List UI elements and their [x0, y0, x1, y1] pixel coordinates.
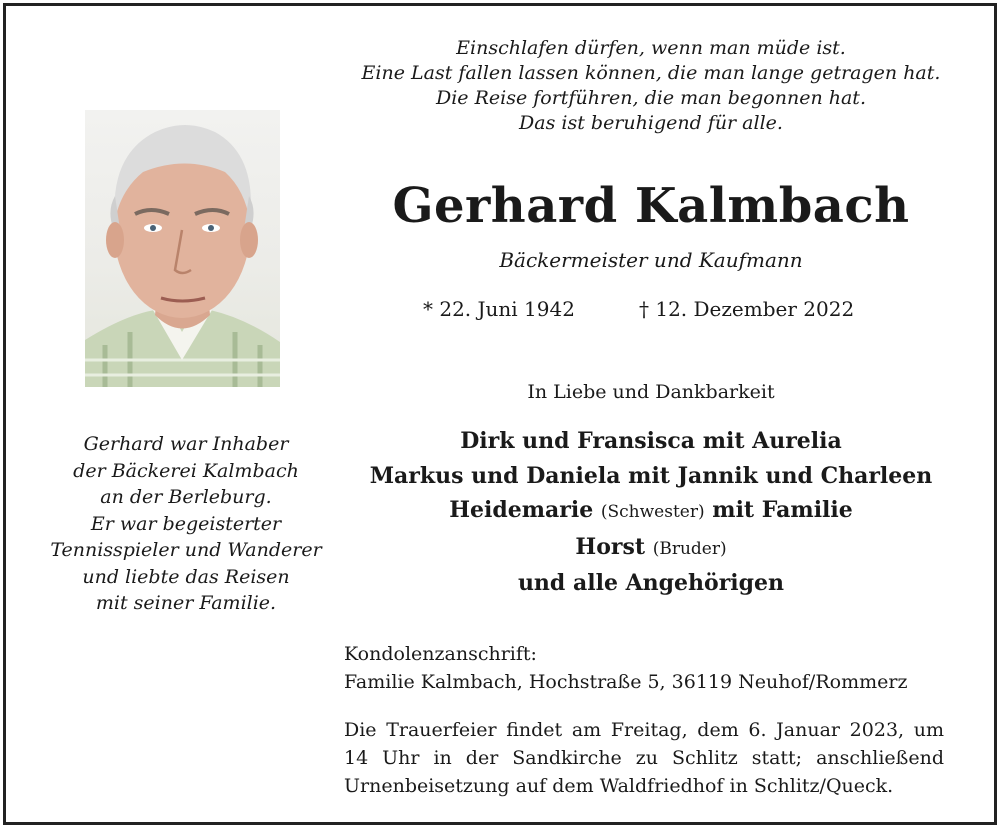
mourner-name: Heidemarie [449, 497, 594, 523]
mourner-line: Dirk und Fransisca mit Aurelia [460, 428, 842, 454]
bio-line: Gerhard war Inhaber [83, 433, 289, 455]
mourner-suffix: mit Familie [712, 497, 853, 523]
bio-line: Tennisspieler und Wanderer [50, 539, 322, 561]
mourner-line [336, 530, 966, 567]
funeral-notice [344, 716, 944, 800]
birth-date: * 22. Juni 1942 [423, 297, 575, 321]
death-date: † 12. Dezember 2022 [639, 297, 855, 321]
mourner-line: Markus und Daniela mit Jannik und Charleen [369, 462, 933, 489]
poem [336, 36, 966, 136]
obituary-frame [3, 3, 997, 825]
bio-line: Er war begeisterter [90, 512, 282, 535]
relation-note: (Bruder) [652, 538, 727, 559]
funeral-line: 14 Uhr in der Sandkirche zu Schlitz statt; anschließend [344, 747, 944, 769]
bio-line: und liebte das Reisen [82, 565, 290, 588]
biography [36, 431, 336, 617]
poem-line: Die Reise fortführen, die man begonnen hat. [436, 87, 866, 109]
mourner-line: und alle Angehörigen [517, 570, 785, 596]
condolence-label: Kondolenzanschrift: [344, 643, 537, 665]
mourner-line [336, 493, 966, 530]
funeral-line: Urnenbeisetzung auf dem Waldfriedhof in Schlitz/Queck. [344, 775, 894, 797]
deceased-name: Gerhard Kalmbach [392, 178, 910, 234]
mourners-intro: In Liebe und Dankbarkeit [527, 381, 775, 403]
bio-line: mit seiner Familie. [95, 592, 277, 614]
mourner-name: Horst [575, 533, 646, 560]
poem-line: Einschlafen dürfen, wenn man müde ist. [456, 37, 846, 59]
poem-line: Das ist beruhigend für alle. [519, 112, 783, 134]
condolence-address [344, 640, 907, 696]
portrait-photo [85, 110, 280, 387]
bio-line: der Bäckerei Kalmbach [73, 459, 299, 482]
bio-line: an der Berleburg. [100, 486, 272, 508]
relation-note: (Schwester) [600, 502, 705, 522]
condolence-address-line: Familie Kalmbach, Hochstraße 5, 36119 Neuhof/Rommerz [344, 671, 908, 693]
mourners-list [336, 424, 966, 601]
deceased-profession: Bäckermeister und Kaufmann [499, 248, 803, 272]
funeral-line: Die Trauerfeier findet am Freitag, dem 6. Januar 2023, um [344, 719, 944, 741]
poem-line: Eine Last fallen lassen können, die man lange getragen hat. [361, 62, 941, 84]
